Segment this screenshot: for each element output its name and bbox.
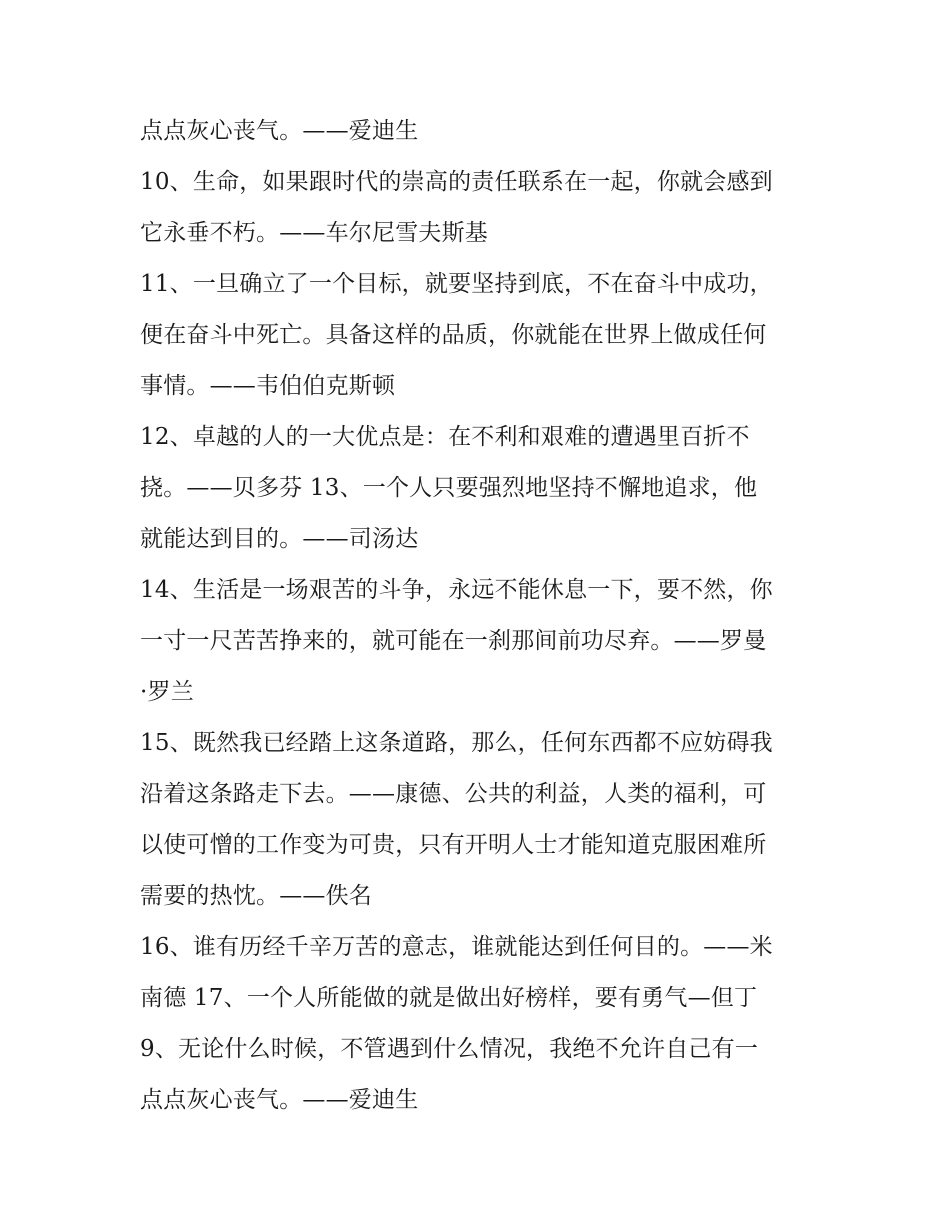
text-line: 南德 17、一个人所能做的就是做出好榜样，要有勇气—但丁 [140, 985, 758, 1011]
text-line: 点点灰心丧气。——爱迪生 [140, 1087, 419, 1113]
text-line: 便在奋斗中死亡。具备这样的品质，你就能在世界上做成任何 [140, 322, 767, 348]
text-line: 需要的热忱。——佚名 [140, 883, 372, 909]
text-line: 14、生活是一场艰苦的斗争，永远不能休息一下，要不然，你 [140, 577, 773, 603]
text-line: 15、既然我已经踏上这条道路，那么，任何东西都不应妨碍我 [140, 730, 773, 756]
text-line: 11、一旦确立了一个目标，就要坚持到底，不在奋斗中成功， [140, 271, 773, 297]
text-line: 沿着这条路走下去。——康德、公共的利益，人类的福利，可 [140, 781, 767, 807]
text-line: 它永垂不朽。——车尔尼雪夫斯基 [140, 220, 488, 246]
text-line: 挠。——贝多芬 13、一个人只要强烈地坚持不懈地追求，他 [140, 475, 758, 501]
text-line: 以使可憎的工作变为可贵，只有开明人士才能知道克服困难所 [140, 832, 767, 858]
text-line: 就能达到目的。——司汤达 [140, 526, 419, 552]
text-line: 点点灰心丧气。——爱迪生 [140, 118, 419, 144]
text-line: 12、卓越的人的一大优点是：在不利和艰难的遭遇里百折不 [140, 424, 750, 450]
text-line: 事情。——韦伯伯克斯顿 [140, 373, 396, 399]
text-line: ·罗兰 [140, 679, 194, 705]
quote-text-block [140, 106, 820, 1126]
text-line: 9、无论什么时候，不管遇到什么情况，我绝不允许自己有一 [140, 1036, 759, 1062]
text-line: 16、谁有历经千辛万苦的意志，谁就能达到任何目的。——米 [140, 934, 773, 960]
text-line: 一寸一尺苦苦挣来的，就可能在一刹那间前功尽弃。——罗曼 [140, 628, 767, 654]
text-line: 10、生命，如果跟时代的崇高的责任联系在一起，你就会感到 [140, 169, 773, 195]
